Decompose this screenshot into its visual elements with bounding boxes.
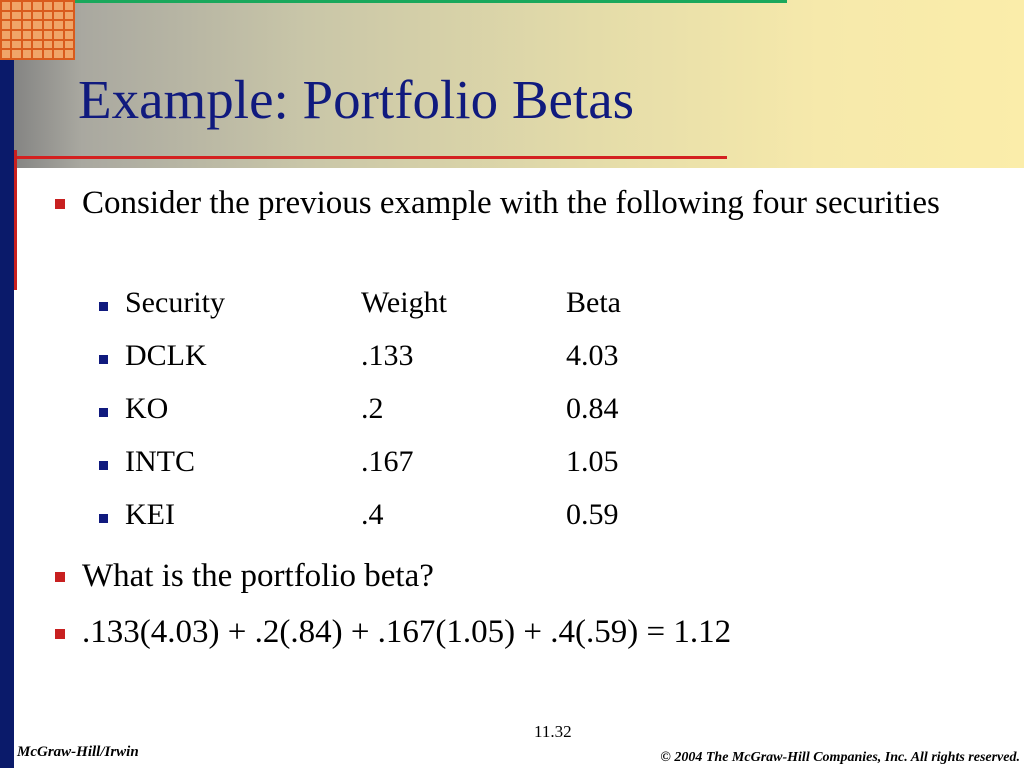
bullet-marker	[55, 629, 65, 639]
cell-security: KO	[125, 392, 169, 425]
publisher-label: McGraw-Hill/Irwin	[17, 744, 139, 760]
cell-beta: 0.84	[566, 392, 619, 425]
header-weight: Weight	[361, 286, 447, 319]
sub-bullet-marker	[99, 302, 108, 311]
slide-number: 11.32	[534, 722, 572, 741]
bullet-item: What is the portfolio beta?	[82, 558, 434, 594]
cell-security: DCLK	[125, 339, 207, 372]
slide-title: Example: Portfolio Betas	[78, 69, 635, 130]
bullet-marker	[55, 199, 65, 209]
bullet-item: Consider the previous example with the following four securities	[82, 185, 940, 221]
sub-bullet-marker	[99, 514, 108, 523]
cell-beta: 0.59	[566, 498, 619, 531]
cell-weight: .133	[361, 339, 414, 372]
cell-beta: 4.03	[566, 339, 619, 372]
sub-bullet-marker	[99, 408, 108, 417]
cell-weight: .4	[361, 498, 384, 531]
bullet-marker	[55, 572, 65, 582]
cell-security: INTC	[125, 445, 195, 478]
header-security: Security	[125, 286, 225, 319]
copyright-notice: © 2004 The McGraw-Hill Companies, Inc. All rights reserved.	[660, 750, 1020, 765]
header-beta: Beta	[566, 286, 621, 319]
cell-weight: .2	[361, 392, 384, 425]
cell-beta: 1.05	[566, 445, 619, 478]
cell-weight: .167	[361, 445, 414, 478]
bullet-item: .133(4.03) + .2(.84) + .167(1.05) + .4(.59) = 1.12	[82, 614, 732, 650]
sub-bullet-marker	[99, 355, 108, 364]
sub-bullet-marker	[99, 461, 108, 470]
cell-security: KEI	[125, 498, 175, 531]
